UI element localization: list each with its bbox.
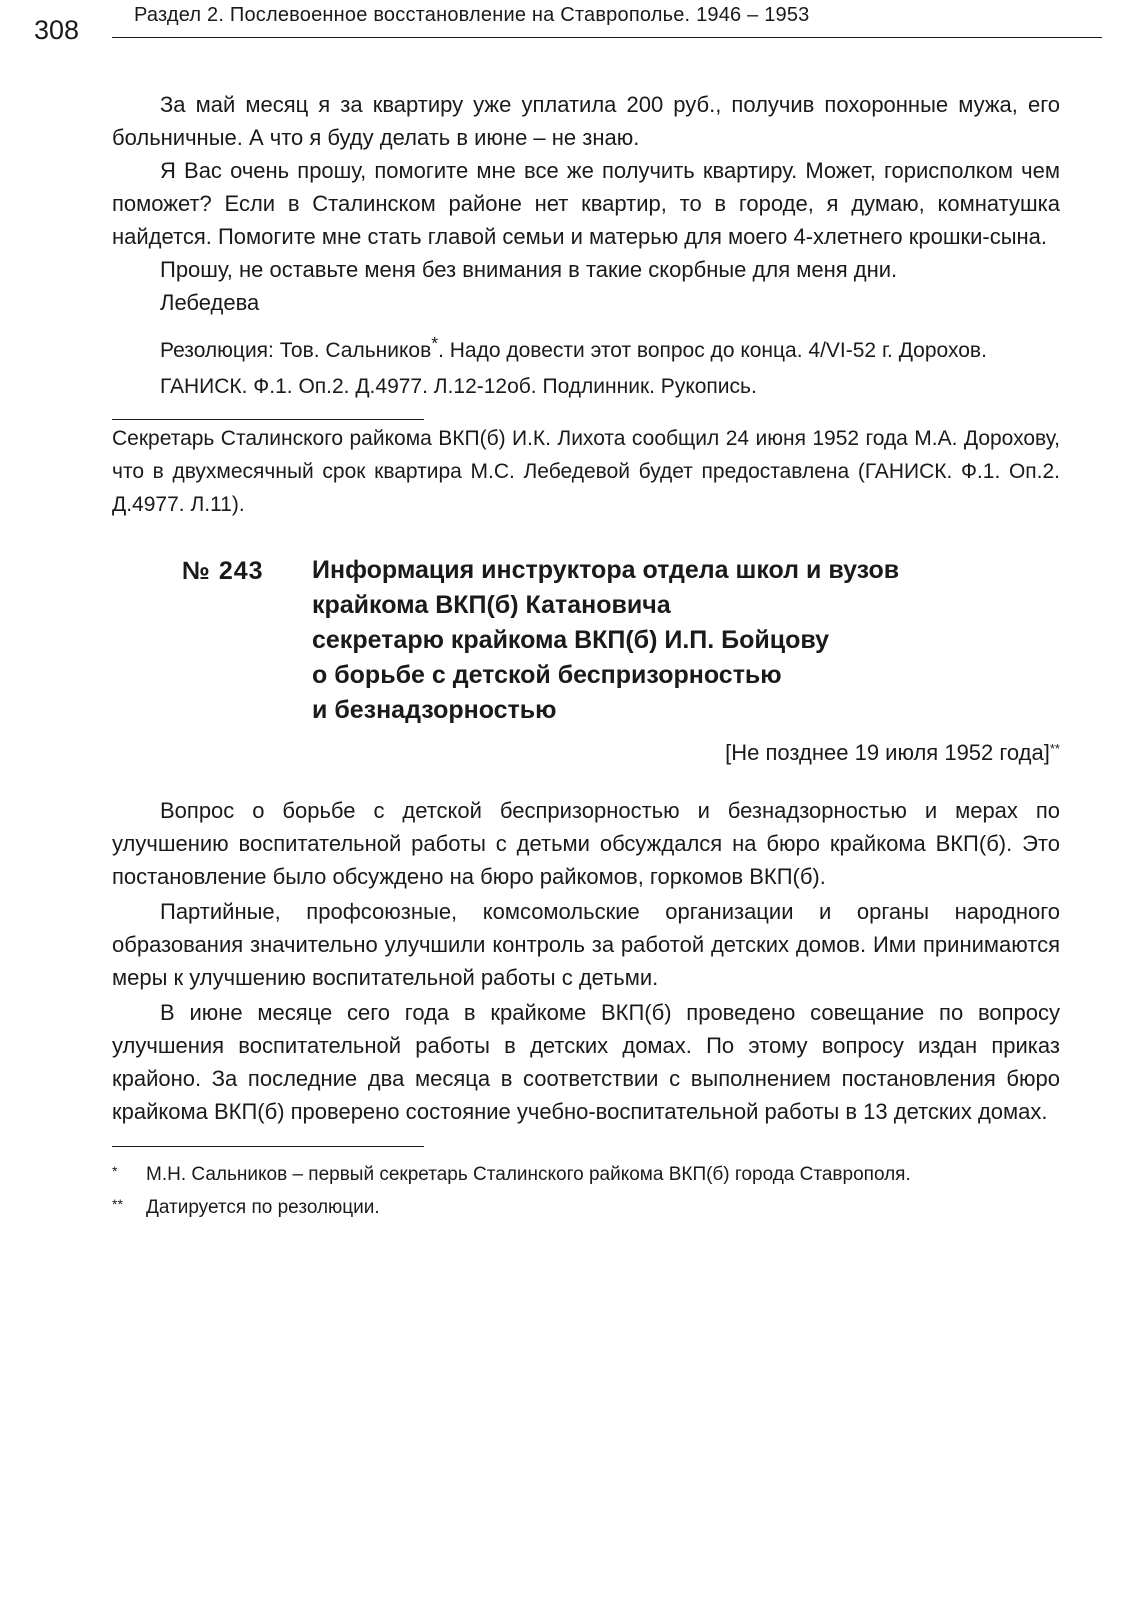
footnote	[112, 1194, 1060, 1221]
letter-paragraph: Я Вас очень прошу, помогите мне все же получить квартиру. Может, горисполком чем поможет? Если в Сталинском районе нет квартир, то в городе, я думаю, комнатушка найдется. Помогите мне стать главой семьи и матерью для моего 4-хлетнего крошки-сына.	[112, 158, 1060, 249]
document-body	[112, 794, 1060, 1128]
footnote-text: М.Н. Сальников – первый секретарь Сталинского райкома ВКП(б) города Ставрополя.	[146, 1164, 911, 1185]
archive-reference: ГАНИСК. Ф.1. Оп.2. Д.4977. Л.12-12об. Подлинник. Рукопись.	[160, 375, 757, 398]
editorial-note: Секретарь Сталинского райкома ВКП(б) И.К. Лихота сообщил 24 июня 1952 года М.А. Дорохову, что в двухмесячный срок квартира М.С. Лебедевой будет предоставлена (ГАНИСК. Ф.1. Оп.2. Д.4977. Л.11).	[112, 427, 1060, 516]
body-paragraph: Вопрос о борьбе с детской беспризорностью и безнадзорностью и мерах по улучшению воспитательной работы с детьми обсуждался на бюро крайкома ВКП(б). Это постановление было обсуждено на бюро райкомов, горкомов ВКП(б).	[112, 798, 1060, 889]
note-rule	[112, 419, 424, 420]
footnote	[112, 1161, 1060, 1188]
document-number: № 243	[182, 557, 264, 585]
footnote-text: Датируется по резолюции.	[146, 1197, 380, 1218]
document-title-line: и безнадзорностью	[312, 696, 557, 724]
footnote-rule	[112, 1146, 424, 1147]
running-title: Раздел 2. Послевоенное восстановление на Ставрополье. 1946 – 1953	[134, 4, 810, 26]
page-number: 308	[34, 15, 80, 45]
resolution-text: . Надо довести этот вопрос до конца. 4/VI-52 г. Дорохов.	[438, 339, 987, 362]
body-paragraph: В июне месяце сего года в крайкоме ВКП(б) проведено совещание по вопросу улучшения воспитательной работы в детских домах. По этому вопросу издан приказ крайоно. За последние два месяца в соответствии с выполнением постановления бюро крайкома ВКП(б) проверено состояние учебно-воспитательной работы в 13 детских домах.	[112, 1000, 1060, 1124]
document-date-text: [Не позднее 19 июля 1952 года]	[725, 740, 1050, 765]
document-title-line: о борьбе с детской беспризорностью	[312, 661, 782, 689]
letter-paragraph: Прошу, не оставьте меня без внимания в такие скорбные для меня дни.	[160, 257, 898, 282]
header-rule	[112, 37, 1102, 38]
page-content	[112, 88, 1060, 1221]
resolution-footnote-mark: *	[431, 333, 439, 353]
letter-paragraph: За май месяц я за квартиру уже уплатила 200 руб., получив похоронные мужа, его больничные. А что я буду делать в июне – не знаю.	[112, 92, 1060, 150]
resolution	[112, 327, 1060, 367]
body-paragraph: Партийные, профсоюзные, комсомольские организации и органы народного образования значительно улучшили контроль за работой детских домов. Ими принимаются меры к улучшению воспитательной работы с детьми.	[112, 899, 1060, 990]
document-title-line: Информация инструктора отдела школ и вузов	[312, 556, 900, 584]
letter-signature: Лебедева	[160, 290, 260, 315]
date-footnote-mark: **	[1049, 741, 1060, 756]
resolution-label: Резолюция: Тов. Сальников	[160, 339, 432, 362]
footnote-mark: **	[112, 1196, 123, 1212]
document-title	[312, 553, 1012, 728]
document-title-line: секретарю крайкома ВКП(б) И.П. Бойцову	[312, 626, 830, 654]
document-heading	[112, 553, 1060, 728]
document-title-line: крайкома ВКП(б) Катановича	[312, 591, 671, 619]
footnote-mark: *	[112, 1163, 118, 1179]
document-date	[112, 736, 1060, 770]
